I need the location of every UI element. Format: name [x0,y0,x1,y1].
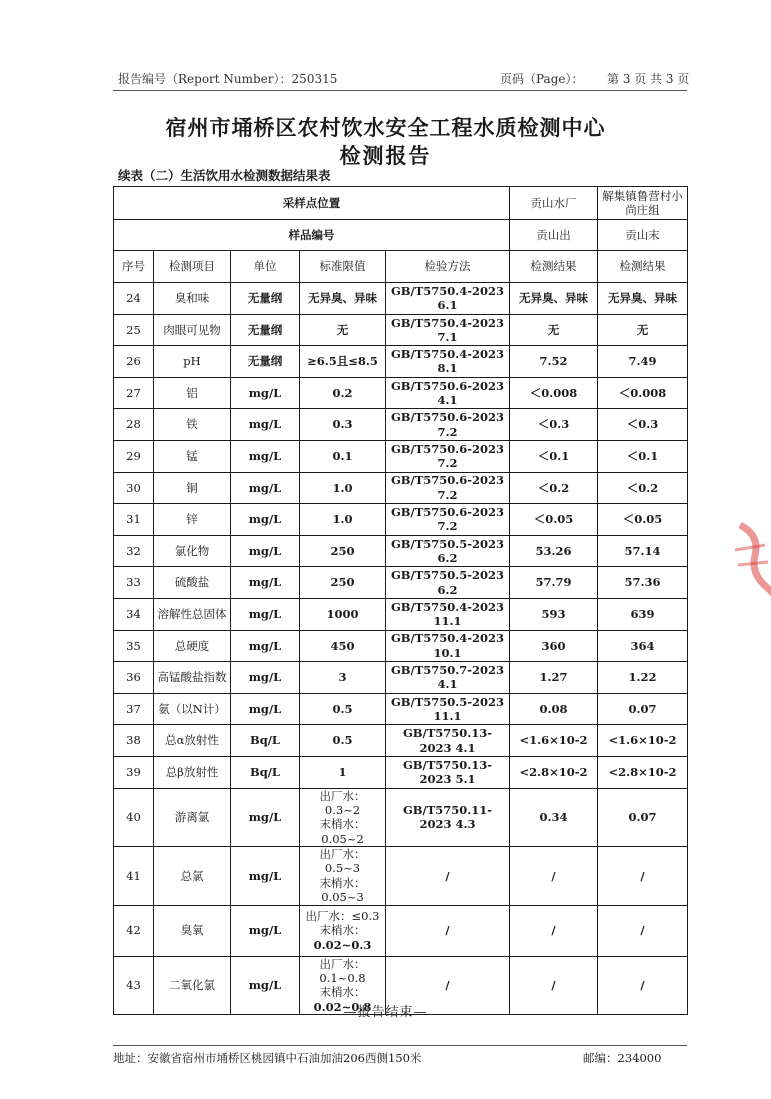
test-method: GB/T5750.5-2023 11.1 [386,693,510,725]
result-2: / [598,956,688,1015]
row-number: 30 [114,472,154,504]
test-method: GB/T5750.4-2023 7.1 [386,314,510,346]
result-2: ＜0.1 [598,440,688,472]
row-number: 37 [114,693,154,725]
test-item: 总氯 [154,847,231,906]
unit: mg/L [231,662,300,694]
row-number: 38 [114,725,154,757]
test-method: GB/T5750.13-2023 5.1 [386,756,510,788]
result-1: 593 [510,598,598,630]
test-method: GB/T5750.6-2023 7.2 [386,504,510,536]
result-2: <2.8×10-2 [598,756,688,788]
table-row [114,377,688,409]
sample-2: 贡山末 [598,220,688,251]
table-row [114,535,688,567]
col-header-limit: 标准限值 [300,251,386,283]
test-method: GB/T5750.6-2023 4.1 [386,377,510,409]
limit-line: 0.02~0.8 [313,999,372,1014]
unit: mg/L [231,472,300,504]
standard-limit: 0.3 [300,409,386,441]
result-2: 639 [598,598,688,630]
result-2: / [598,847,688,906]
standard-limit: 1.0 [300,472,386,504]
test-item: 锰 [154,440,231,472]
row-number: 24 [114,283,154,315]
test-item: 总β放射性 [154,756,231,788]
unit: mg/L [231,847,300,906]
table-row [114,693,688,725]
unit: mg/L [231,905,300,956]
site-1: 贡山水厂 [510,187,598,220]
row-number: 41 [114,847,154,906]
test-method: / [386,956,510,1015]
unit: mg/L [231,377,300,409]
limit-line: 出厂水：0.1~0.8 [319,956,366,985]
col-header-unit: 单位 [231,251,300,283]
standard-limit: 1 [300,756,386,788]
results-table [113,186,688,1015]
sample-1: 贡山出 [510,220,598,251]
footer-postcode: 邮编：234000 [583,1051,662,1065]
test-item: 臭氧 [154,905,231,956]
limit-line: 末梢水： [319,985,366,1000]
standard-limit: 无 [300,314,386,346]
row-number: 28 [114,409,154,441]
test-item: 锌 [154,504,231,536]
result-1: 0.34 [510,788,598,847]
result-2: 364 [598,630,688,662]
table-row [114,662,688,694]
row-number: 32 [114,535,154,567]
unit: mg/L [231,630,300,662]
standard-limit: 0.2 [300,377,386,409]
row-number: 26 [114,346,154,378]
unit: 无量纲 [231,314,300,346]
table-row [114,630,688,662]
standard-limit: 1000 [300,598,386,630]
result-1: 57.79 [510,567,598,599]
col-header-result-1: 检测结果 [510,251,598,283]
test-item: 硫酸盐 [154,567,231,599]
sampling-site-label: 采样点位置 [114,187,510,220]
result-1: ＜0.1 [510,440,598,472]
test-item: 高锰酸盐指数 [154,662,231,694]
column-header-row [114,251,688,283]
table-row [114,283,688,315]
result-2: 无异臭、异味 [598,283,688,315]
result-2: <1.6×10-2 [598,725,688,757]
standard-limit: 250 [300,535,386,567]
result-1: ＜0.3 [510,409,598,441]
result-2: ＜0.05 [598,504,688,536]
limit-line: 末梢水： [319,923,366,938]
result-1: 无 [510,314,598,346]
standard-limit [300,847,386,906]
row-number: 40 [114,788,154,847]
table-subtitle: 续表（二）生活饮用水检测数据结果表 [118,168,331,183]
unit: mg/L [231,535,300,567]
standard-limit [300,905,386,956]
result-2: 无 [598,314,688,346]
test-method: GB/T5750.4-2023 10.1 [386,630,510,662]
report-number: 报告编号（Report Number）：250315 [118,72,338,86]
report-title: 检测报告 [339,143,432,168]
row-number: 33 [114,567,154,599]
test-method: / [386,905,510,956]
test-item: 铁 [154,409,231,441]
test-item: 总α放射性 [154,725,231,757]
standard-limit: 3 [300,662,386,694]
table-row [114,567,688,599]
table-row [114,847,688,906]
result-2: 0.07 [598,693,688,725]
result-2: 57.36 [598,567,688,599]
test-item: 臭和味 [154,283,231,315]
unit: mg/L [231,598,300,630]
page-number: 第 3 页 共 3 页 [607,72,690,86]
test-method: GB/T5750.6-2023 7.2 [386,440,510,472]
standard-limit: 0.5 [300,725,386,757]
standard-limit: 无异臭、异味 [300,283,386,315]
sampling-site-row [114,187,688,220]
unit: mg/L [231,440,300,472]
result-1: 53.26 [510,535,598,567]
unit: mg/L [231,409,300,441]
standard-limit: 0.1 [300,440,386,472]
footer-address: 地址：安徽省宿州市埇桥区桃园镇中石油加油206西侧150米 [113,1051,422,1065]
table-row [114,788,688,847]
standard-limit: 1.0 [300,504,386,536]
row-number: 35 [114,630,154,662]
unit: Bq/L [231,725,300,757]
result-1: 7.52 [510,346,598,378]
report-end-note: —报告结束— [343,1005,428,1020]
result-2: ＜0.2 [598,472,688,504]
test-method: GB/T5750.13-2023 4.1 [386,725,510,757]
test-method: GB/T5750.4-2023 11.1 [386,598,510,630]
test-method: / [386,847,510,906]
row-number: 31 [114,504,154,536]
result-1: 0.08 [510,693,598,725]
test-item: 肉眼可见物 [154,314,231,346]
result-2: / [598,905,688,956]
unit: 无量纲 [231,346,300,378]
test-item: 溶解性总固体 [154,598,231,630]
test-method: GB/T5750.6-2023 7.2 [386,409,510,441]
table-row [114,598,688,630]
standard-limit: ≥6.5且≤8.5 [300,346,386,378]
unit: mg/L [231,788,300,847]
test-item: 氨（以N计） [154,693,231,725]
result-1: <1.6×10-2 [510,725,598,757]
limit-line: 出厂水：0.5~3 [319,847,366,876]
table-row [114,346,688,378]
test-item: 铝 [154,377,231,409]
row-number: 25 [114,314,154,346]
result-1: / [510,905,598,956]
col-header-result-2: 检测结果 [598,251,688,283]
test-method: GB/T5750.6-2023 7.2 [386,472,510,504]
result-1: 1.27 [510,662,598,694]
result-2: 0.07 [598,788,688,847]
standard-limit: 250 [300,567,386,599]
test-item: 铜 [154,472,231,504]
site-2: 解集镇鲁营村小尚庄组 [598,187,688,220]
table-row [114,314,688,346]
result-2: 1.22 [598,662,688,694]
test-method: GB/T5750.5-2023 6.2 [386,567,510,599]
red-seal-stamp [730,520,771,610]
result-1: ＜0.2 [510,472,598,504]
page-label: 页码（Page）： [500,72,584,86]
table-row [114,504,688,536]
table-row [114,725,688,757]
unit: mg/L [231,956,300,1015]
test-method: GB/T5750.7-2023 4.1 [386,662,510,694]
row-number: 27 [114,377,154,409]
result-1: ＜0.05 [510,504,598,536]
unit: mg/L [231,504,300,536]
result-1: 无异臭、异味 [510,283,598,315]
table-row [114,905,688,956]
col-header-item: 检测项目 [154,251,231,283]
result-2: 57.14 [598,535,688,567]
table-row [114,756,688,788]
col-header-no: 序号 [114,251,154,283]
test-method: GB/T5750.5-2023 6.2 [386,535,510,567]
test-item: 氯化物 [154,535,231,567]
row-number: 43 [114,956,154,1015]
result-1: 360 [510,630,598,662]
unit: mg/L [231,567,300,599]
result-2: 7.49 [598,346,688,378]
row-number: 36 [114,662,154,694]
standard-limit: 0.5 [300,693,386,725]
row-number: 42 [114,905,154,956]
table-row [114,472,688,504]
limit-line: 出厂水：0.3~2 [319,788,366,817]
sample-number-label: 样品编号 [114,220,510,251]
col-header-method: 检验方法 [386,251,510,283]
test-item: 总硬度 [154,630,231,662]
test-method: GB/T5750.4-2023 6.1 [386,283,510,315]
test-item: 二氧化氯 [154,956,231,1015]
test-item: 游离氯 [154,788,231,847]
test-item: pH [154,346,231,378]
row-number: 34 [114,598,154,630]
limit-line: 0.02~0.3 [313,937,372,952]
table-row [114,440,688,472]
result-1: <2.8×10-2 [510,756,598,788]
result-1: / [510,956,598,1015]
table-row [114,409,688,441]
result-2: ＜0.3 [598,409,688,441]
standard-limit: 450 [300,630,386,662]
result-1: ＜0.008 [510,377,598,409]
result-1: / [510,847,598,906]
result-2: ＜0.008 [598,377,688,409]
test-method: GB/T5750.4-2023 8.1 [386,346,510,378]
limit-line: 出厂水：≤0.3 [305,908,380,923]
row-number: 29 [114,440,154,472]
row-number: 39 [114,756,154,788]
unit: mg/L [231,693,300,725]
unit: 无量纲 [231,283,300,315]
unit: Bq/L [231,756,300,788]
standard-limit [300,788,386,847]
sample-number-row [114,220,688,251]
footer-rule [113,1045,687,1046]
header-rule [113,90,687,91]
test-method: GB/T5750.11-2023 4.3 [386,788,510,847]
limit-line: 末梢水：0.05~2 [319,817,366,846]
limit-line: 末梢水：0.05~3 [319,875,366,905]
center-title: 宿州市埇桥区农村饮水安全工程水质检测中心 [165,115,606,140]
